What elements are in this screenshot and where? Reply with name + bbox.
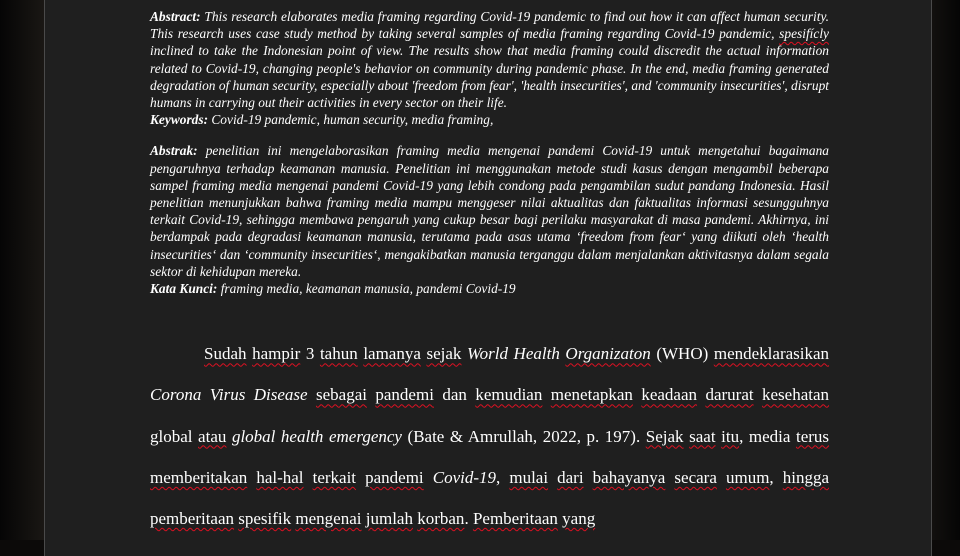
body-word: pemberitaan (150, 509, 235, 529)
misspelled-word[interactable]: spesifícly (779, 26, 829, 42)
body-word: yang (562, 509, 596, 529)
body-word: sebagai (315, 385, 367, 405)
page-content (150, 8, 829, 539)
window-backdrop-left (0, 0, 44, 540)
body-paragraph[interactable] (150, 333, 829, 539)
abstrak-text: penelitian ini mengelaborasikan framing media mengenai pandemi Covid-19 untuk mengetahui bagaimana pengaruhnya terhadap keamanan manusia. Penelitian ini menggunakan metode studi kasus dengan mengambil beberapa sampel framing media mengenai pandemi Covid-19 yang lebih condong pada pengambilan sudut pandang Indonesia. Hasil penelitian menunjukkan bahwa framing media mampu menggeser nilai aktualitas dan faktualitas informasi sesungguhnya terkait Covid-19, sehingga membawa pengaruh yang cukup besar bagi perilaku masyarakat di masa pandemi. Akhirnya, ini berdampak pada degradasi keamanan manusia, terutama pada asas utama ‘freedom from fear‘ yang diikuti oleh ‘health insecurities‘ dan ‘community insecurities‘, mengakibatkan manusia terganggu dalam menjalankan aktivitasnya dalam segala sektor di kehidupan mereka. (150, 143, 829, 279)
body-text: (Bate & Amrullah, 2022, p. 197). (401, 426, 646, 446)
body-word: darurat (705, 385, 754, 405)
abstract-indonesian[interactable] (150, 142, 829, 280)
body-text (584, 468, 593, 487)
body-word: kemudian (475, 385, 543, 405)
abstract-text-part2: inclined to take the Indonesian point of view. The results show that media framing could discredit the actual information related to Covid-19, changing people's behavior on community during pandemic phase. In the end, media framing generated degradation of human security, especially about 'freedom from fear', 'health insecurities', and 'community insecurities', disrupt humans in carrying out their activities in every sector on their life. (150, 43, 829, 111)
body-text (304, 468, 313, 487)
document-page[interactable] (44, 0, 932, 556)
body-word: lamanya (363, 344, 421, 364)
body-word: Pemberitaan (472, 509, 558, 529)
body-text (717, 468, 726, 487)
body-text (548, 468, 557, 487)
body-word: pandemi (375, 385, 434, 405)
body-word: jumlah (365, 509, 413, 529)
body-word: kesehatan (762, 385, 830, 405)
body-word: keadaan (641, 385, 698, 405)
abstract-text-part1: This research elaborates media framing regarding Covid-19 pandemic to find out how it can affect human security. This research uses case study method by taking several samples of media framing regarding Covid-19 pandemic, (150, 9, 829, 42)
body-word: pandemi (365, 467, 424, 487)
body-word: memberitakan (150, 467, 248, 487)
body-text: , media (739, 426, 796, 446)
keywords-english[interactable] (150, 111, 829, 128)
body-word: hingga (782, 467, 830, 487)
body-word: dari (557, 467, 584, 487)
body-word: mendeklarasikan (713, 344, 830, 364)
body-word: korban (417, 509, 465, 529)
body-word: hal-hal (256, 467, 304, 487)
body-text (424, 468, 433, 487)
paragraph-spacer (150, 311, 829, 333)
body-word: mulai (509, 467, 549, 487)
keywords-indonesian[interactable] (150, 280, 829, 297)
body-text: . (464, 509, 473, 529)
keywords-label: Keywords: (150, 112, 209, 128)
body-text (308, 385, 316, 404)
body-word: bahayanya (592, 467, 666, 487)
body-text: global (150, 426, 199, 446)
body-word: mengenai (295, 509, 362, 529)
body-italic: Corona Virus Disease (150, 385, 308, 405)
body-word: menetapkan (550, 385, 633, 405)
body-italic: Covid-19 (432, 467, 497, 487)
body-word: tahun (319, 344, 358, 364)
body-word: secara (674, 467, 717, 487)
body-text (542, 385, 550, 404)
body-word: umum (725, 467, 770, 487)
body-word: hampir (252, 344, 301, 364)
body-italic-word: Organizaton (565, 344, 651, 364)
body-text: (WHO) (650, 344, 714, 364)
keywords-value: Covid-19 pandemic, human security, media framing, (208, 112, 494, 128)
body-italic: World Health (467, 344, 560, 364)
body-word: spesifik (238, 509, 292, 529)
abstract-english[interactable] (150, 8, 829, 111)
body-word: atau (198, 426, 227, 446)
body-word: terus (795, 426, 830, 446)
body-text (247, 468, 256, 487)
body-text (754, 385, 762, 404)
body-word: Sudah (204, 344, 247, 364)
body-word: sejak (426, 344, 462, 364)
kata-kunci-label: Kata Kunci: (150, 281, 218, 297)
body-word: terkait (312, 467, 357, 487)
body-text: , (496, 467, 510, 487)
body-text: dan (433, 385, 476, 405)
abstrak-label: Abstrak: (150, 143, 198, 159)
body-word: saat (689, 426, 716, 446)
body-text: , (769, 467, 783, 487)
kata-kunci-value: framing media, keamanan manusia, pandemi Covid-19 (217, 281, 516, 297)
abstract-label: Abstract: (150, 9, 201, 24)
body-italic: global health emergency (231, 426, 402, 446)
body-text: 3 (300, 344, 320, 364)
body-word: Sejak (645, 426, 684, 446)
body-text (356, 468, 365, 487)
body-word: itu (721, 426, 740, 446)
